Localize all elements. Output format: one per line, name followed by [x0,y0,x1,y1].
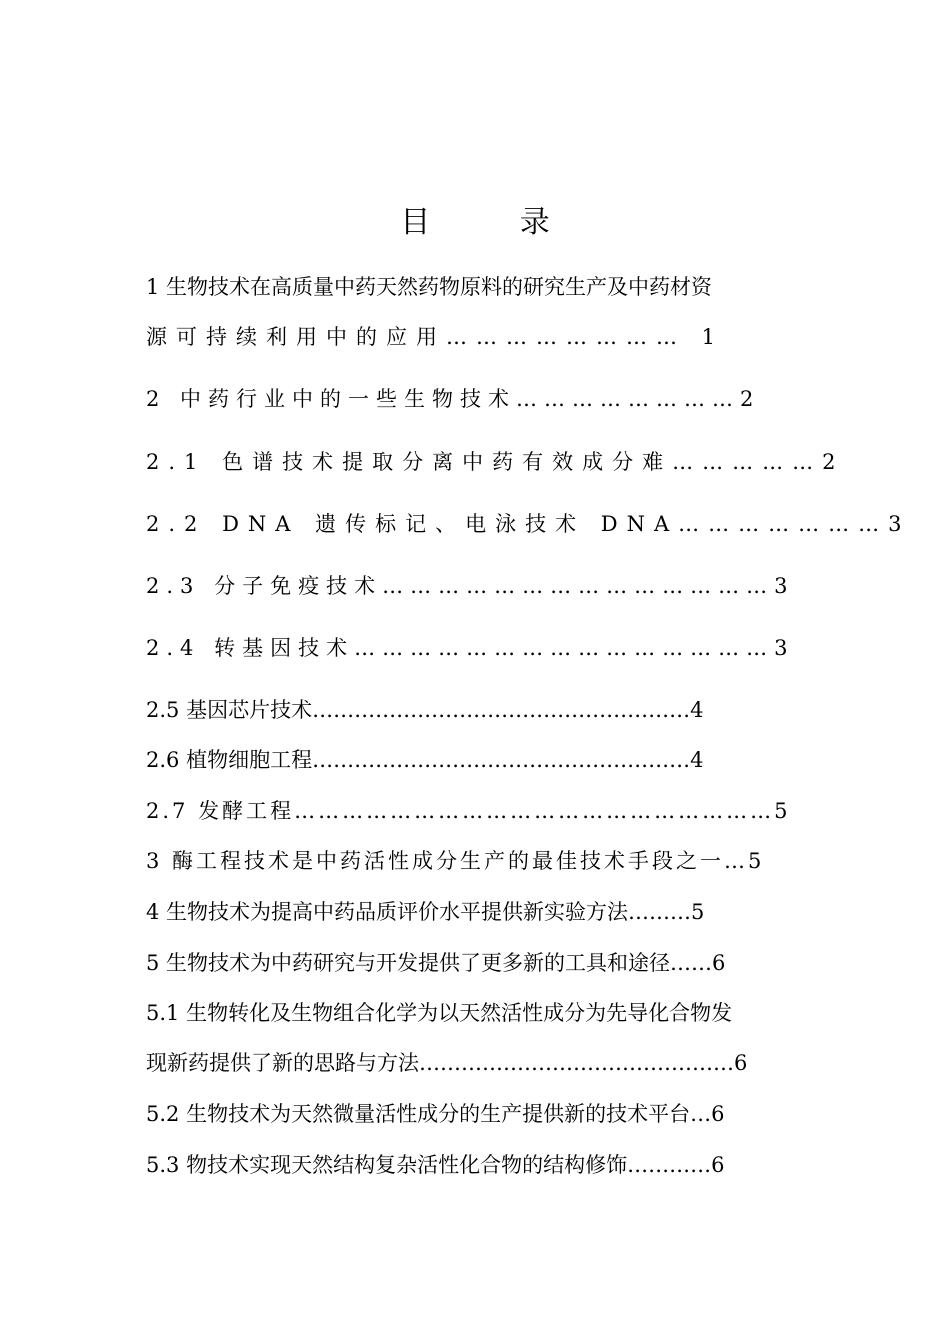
toc-entry-2-3: 2.3 分子免疫技术……………………………………3 [146,574,795,598]
toc-entry-5: 5 生物技术为中药研究与开发提供了更多新的工具和途径……6 [146,951,726,975]
toc-entry-4: 4 生物技术为提高中药品质评价水平提供新实验方法………5 [146,900,705,924]
toc-entry-2-7: 2.7 发酵工程……………………………………………………5 [146,799,791,823]
toc-entry-2-2: 2.2 DNA 遗传标记、电泳技术 DNA…………………3 [146,512,911,536]
toc-entry-2-1: 2.1 色谱技术提取分离中药有效成分难……………2 [146,450,845,474]
toc-entry-5-1-line1: 5.1 生物转化及生物组合化学为以天然活性成分为先导化合物发 [146,1001,733,1025]
toc-entry-2-4: 2.4 转基因技术………………………………………3 [146,636,795,660]
toc-entry-5-2: 5.2 生物技术为天然微量活性成分的生产提供新的技术平台…6 [146,1102,725,1126]
toc-entry-2: 2 中药行业中的一些生物技术……………………2 [146,387,761,411]
toc-entry-5-3: 5.3 物技术实现天然结构复杂活性化合物的结构修饰…………6 [146,1153,725,1177]
toc-entry-1-line1: 1 生物技术在高质量中药天然药物原料的研究生产及中药材资 [146,275,713,299]
toc-entry-2-5: 2.5 基因芯片技术………………………………………………4 [146,698,704,722]
toc-entry-3: 3 酶工程技术是中药活性成分生产的最佳技术手段之一…5 [146,849,765,873]
toc-title: 目 录 [400,205,590,240]
toc-entry-2-6: 2.6 植物细胞工程………………………………………………4 [146,748,704,772]
toc-entry-5-1-line2: 现新药提供了新的思路与方法………………………………………6 [146,1051,748,1075]
toc-entry-1-line2: 源可持续利用中的应用…………………… 1 [146,325,725,349]
